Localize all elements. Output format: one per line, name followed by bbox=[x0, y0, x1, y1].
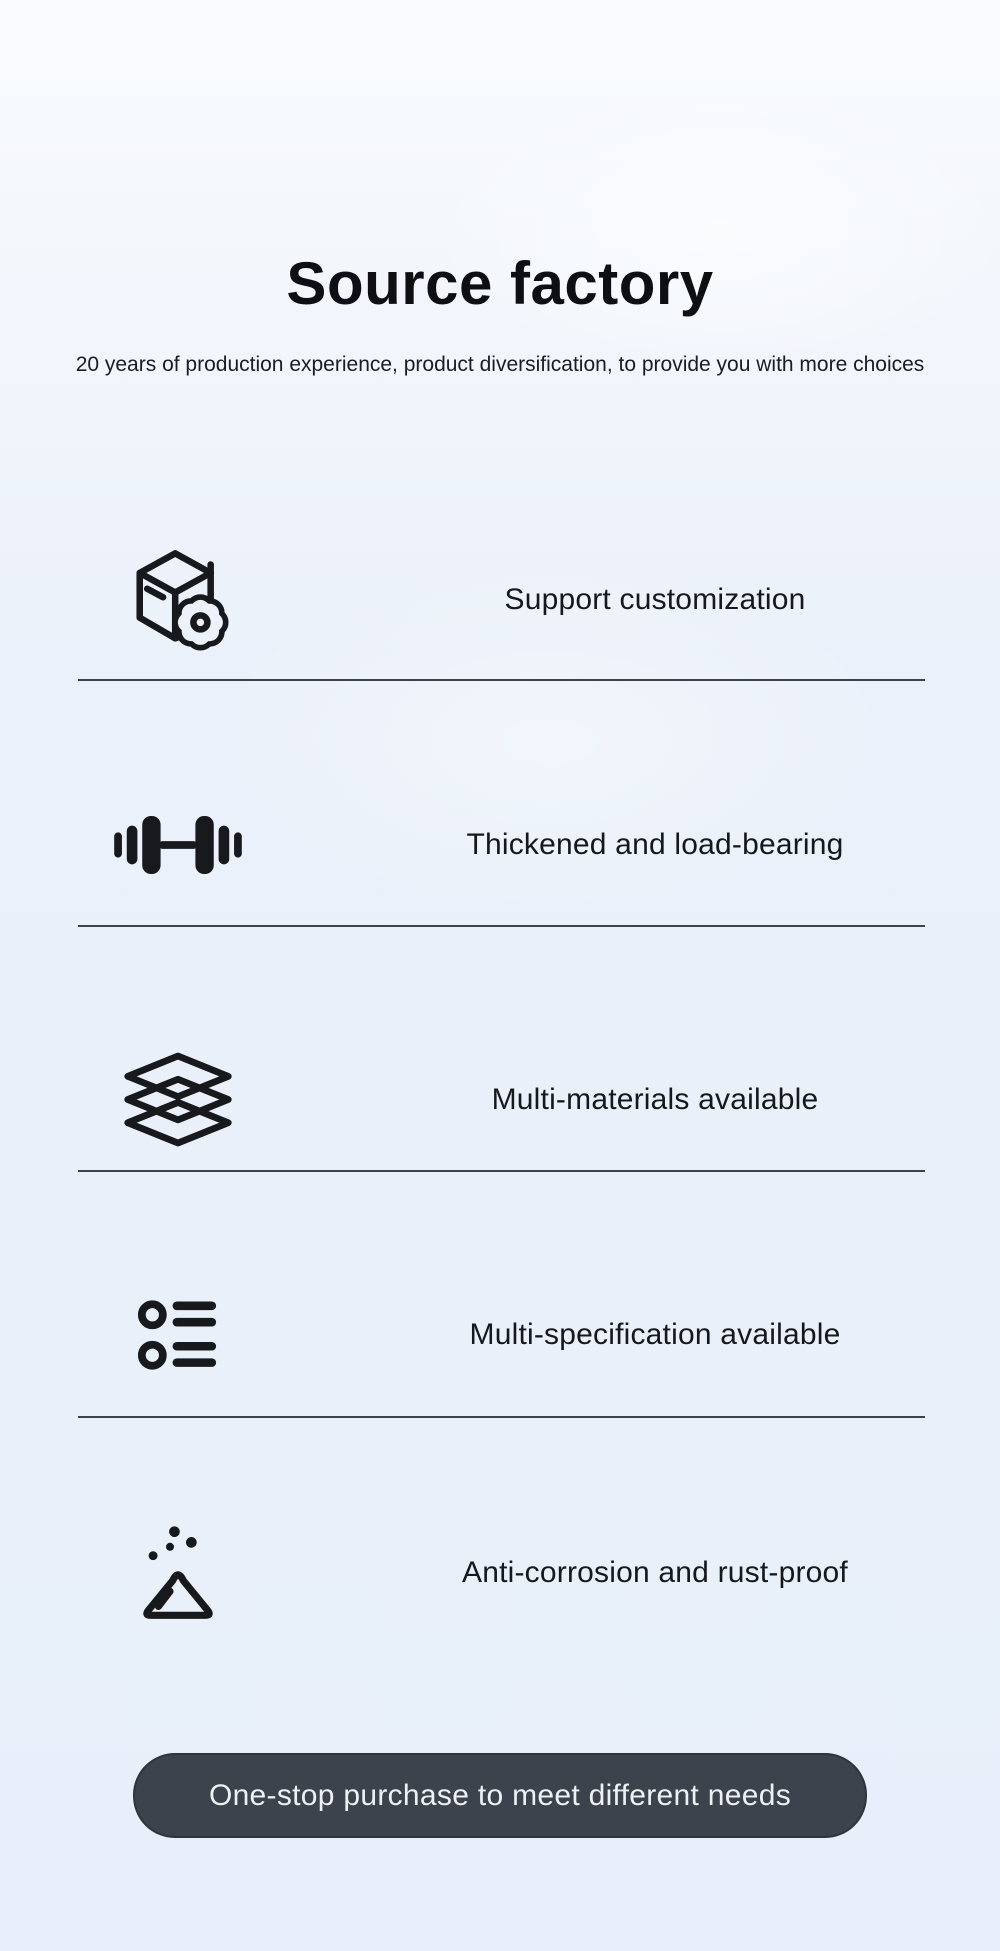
feature-row-customization bbox=[0, 520, 1000, 680]
one-stop-purchase-button[interactable] bbox=[133, 1753, 867, 1838]
dumbbell-icon bbox=[98, 765, 258, 925]
feature-label: Support customization bbox=[504, 583, 806, 616]
feature-label: Multi-specification available bbox=[469, 1318, 841, 1351]
feature-row-specification bbox=[0, 1255, 1000, 1415]
feature-divider bbox=[78, 925, 925, 927]
feature-row-load-bearing bbox=[0, 765, 1000, 925]
feature-divider bbox=[78, 679, 925, 681]
mound-dots-icon bbox=[98, 1493, 258, 1653]
feature-label: Thickened and load-bearing bbox=[466, 828, 844, 861]
feature-row-anti-corrosion bbox=[0, 1493, 1000, 1653]
page-title: Source factory bbox=[286, 250, 714, 317]
one-stop-purchase-button-label: One-stop purchase to meet different needs bbox=[208, 1778, 792, 1812]
feature-label: Anti-corrosion and rust-proof bbox=[462, 1556, 848, 1589]
feature-label: Multi-materials available bbox=[491, 1083, 819, 1116]
feature-row-materials bbox=[0, 1020, 1000, 1180]
layers-icon bbox=[98, 1020, 258, 1180]
feature-divider bbox=[78, 1170, 925, 1172]
page-subtitle: 20 years of production experience, product diversification, to provide you with more choices bbox=[75, 353, 925, 376]
feature-divider bbox=[78, 1416, 925, 1418]
list-icon bbox=[98, 1255, 258, 1415]
box-gear-icon bbox=[98, 520, 258, 680]
